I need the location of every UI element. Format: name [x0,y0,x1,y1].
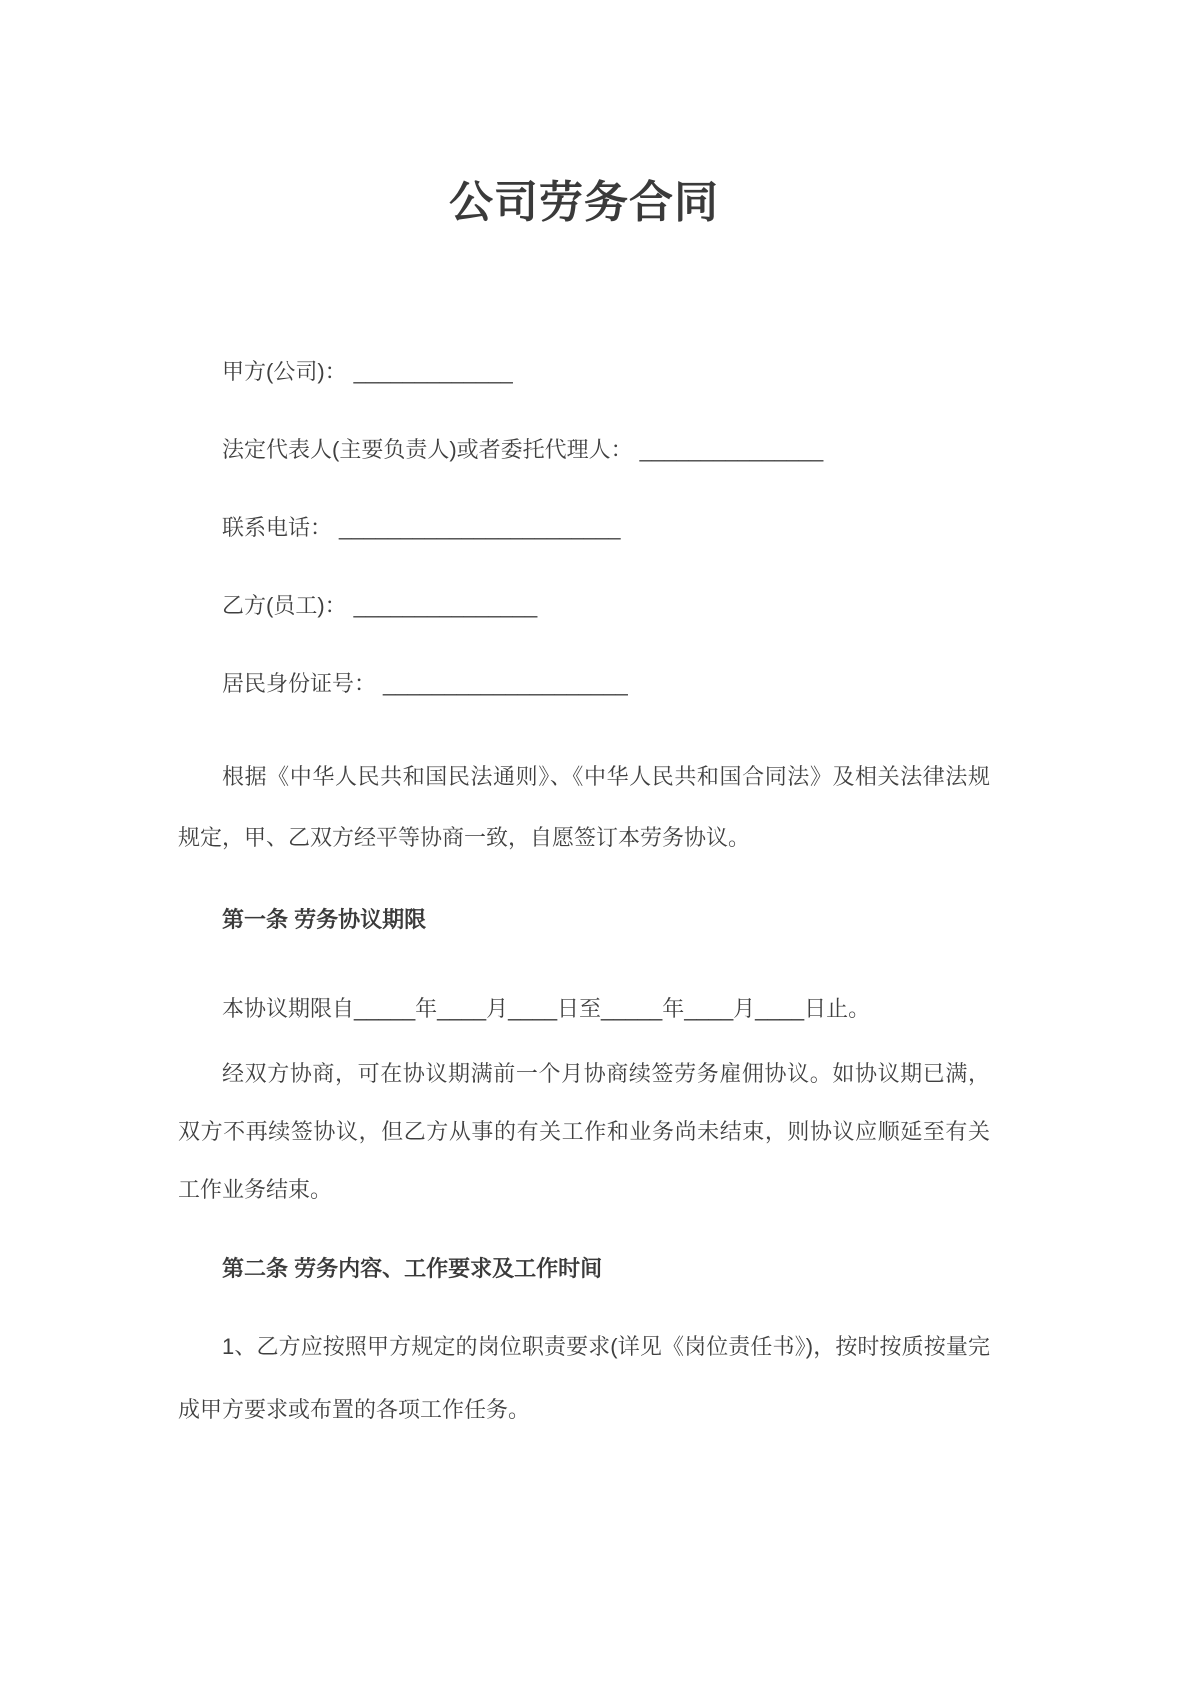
document-title: 公司劳务合同 [449,178,719,227]
field-id-number-blank-line: ____________________ [383,671,628,696]
field-party-a-label: 甲方(公司)： [222,359,347,384]
field-contact-phone-blank-line: _______________________ [339,515,621,540]
field-party-b [178,590,990,622]
article-2-item-1-paragraph: 1、乙方应按照甲方规定的岗位职责要求(详见《岗位责任书》)，按时按质按量完成甲方要求或布置的各项工作任务。 [178,1334,990,1422]
party-info-fields [178,356,990,700]
field-id-number [178,668,990,700]
intro-paragraph: 根据《中华人民共和国民法通则》、《中华人民共和国合同法》及相关法律法规规定，甲、乙双方经平等协商一致，自愿签订本劳务协议。 [178,764,990,850]
field-party-a [178,356,990,388]
article-1-renewal-paragraph: 经双方协商，可在协议期满前一个月协商续签劳务雇佣协议。如协议期已满，双方不再续签协议，但乙方从事的有关工作和业务尚未结束，则协议应顺延至有关工作业务结束。 [178,1061,990,1202]
article-2-heading: 第二条 劳务内容、工作要求及工作时间 [222,1256,603,1281]
field-party-b-blank-line: _______________ [353,593,538,618]
field-legal-representative [178,434,990,466]
field-legal-representative-blank-line: _______________ [639,437,824,462]
field-id-number-label: 居民身份证号： [222,671,377,696]
article-1-heading: 第一条 劳务协议期限 [222,907,427,932]
article-1-term-line: 本协议期限自_____年____月____日至_____年____月____日止。 [222,996,871,1021]
field-legal-representative-label: 法定代表人(主要负责人)或者委托代理人： [222,437,633,462]
field-contact-phone [178,512,990,544]
field-contact-phone-label: 联系电话： [222,515,333,540]
document-content [178,0,990,1441]
field-party-a-blank-line: _____________ [353,359,513,384]
field-party-b-label: 乙方(员工)： [222,593,347,618]
